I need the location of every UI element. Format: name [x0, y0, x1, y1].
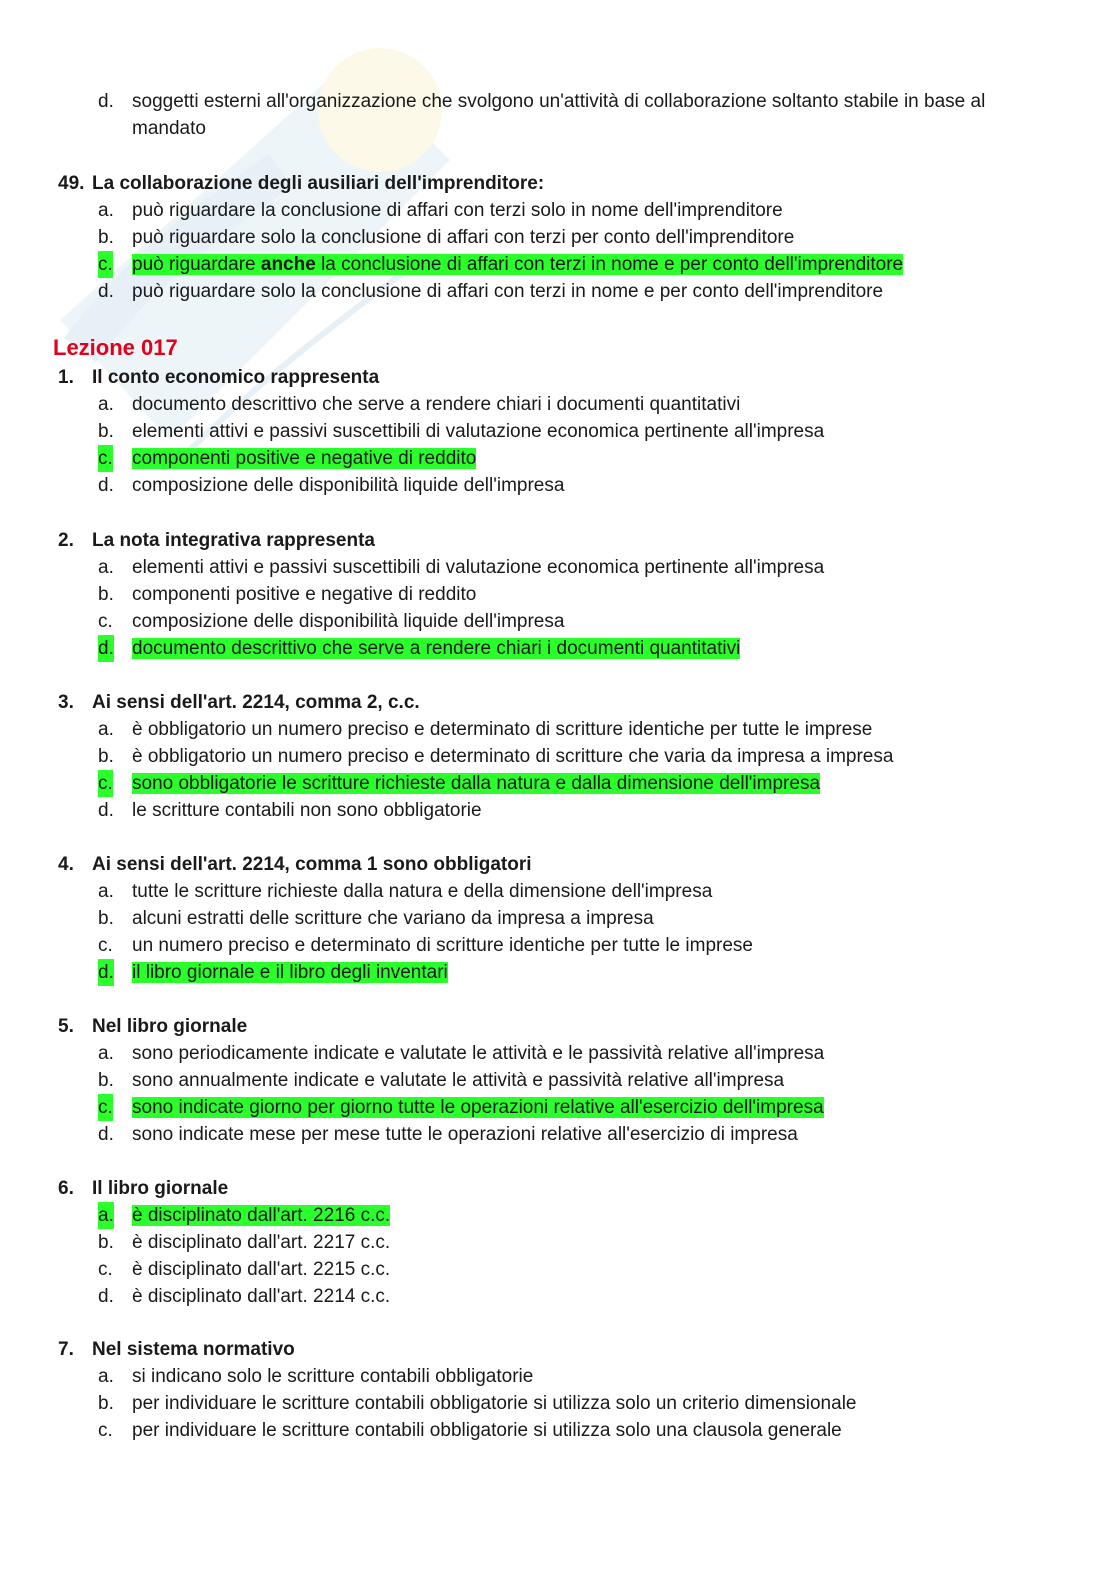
- option-text: [132, 932, 753, 959]
- question-49-title: [58, 170, 544, 197]
- option-text: [132, 1283, 390, 1310]
- option-text: può riguardare la conclusione di affari con terzi solo in nome dell'imprenditore: [132, 200, 783, 221]
- question-text: Ai sensi dell'art. 2214, comma 1 sono obbligatori: [92, 854, 532, 875]
- option-text-value: si indicano solo le scritture contabili obbligatorie: [132, 1366, 534, 1387]
- option-letter: a.: [98, 881, 114, 902]
- question-text: La collaborazione degli ausiliari dell'imprenditore:: [92, 173, 545, 194]
- option-text: [132, 472, 564, 499]
- option-text: [132, 1121, 798, 1148]
- question-text: Nel sistema normativo: [92, 1339, 295, 1360]
- option-letter: a.: [98, 1366, 114, 1387]
- option-text-value: per individuare le scritture contabili obbligatorie si utilizza solo un criterio dimensionale: [132, 1393, 857, 1414]
- option-letter: b.: [98, 1070, 114, 1091]
- option-text-value: sono obbligatorie le scritture richieste dalla natura e dalla dimensione dell'impresa: [132, 773, 821, 794]
- option-text: [132, 1390, 856, 1417]
- option-text-value: elementi attivi e passivi suscettibili di valutazione economica pertinente all'impresa: [132, 421, 825, 442]
- option-text: [132, 905, 654, 932]
- question-text: La nota integrativa rappresenta: [92, 530, 375, 551]
- option-letter: b.: [98, 1232, 114, 1253]
- option-text: soggetti esterni all'organizzazione che svolgono un'attività di collaborazione soltanto stabile in base al mandato: [132, 91, 986, 139]
- question-7-title: [58, 1336, 295, 1363]
- option-letter: a.: [98, 200, 114, 221]
- option-text-value: sono indicate mese per mese tutte le operazioni relative all'esercizio di impresa: [132, 1124, 798, 1145]
- option-letter: c.: [98, 445, 113, 472]
- option-text-value: per individuare le scritture contabili obbligatorie si utilizza solo una clausola generale: [132, 1420, 842, 1441]
- option-letter: b.: [98, 421, 114, 442]
- option-text-after: la conclusione di affari con terzi in nome e per conto dell'imprenditore: [315, 254, 904, 275]
- option-letter: d.: [98, 800, 114, 821]
- option-text: [132, 716, 872, 743]
- option-text-value: sono annualmente indicate e valutate le attività e passività relative all'impresa: [132, 1070, 785, 1091]
- option-text: [132, 1417, 842, 1444]
- option-letter: a.: [98, 1043, 114, 1064]
- option-text: [132, 959, 448, 986]
- option-letter: a.: [98, 394, 114, 415]
- option-text: [132, 1094, 824, 1121]
- option-text-value: un numero preciso e determinato di scritture identiche per tutte le imprese: [132, 935, 753, 956]
- option-letter: c.: [98, 1420, 113, 1441]
- option-letter: b.: [98, 1393, 114, 1414]
- option-text: [132, 1040, 824, 1067]
- option-text: [132, 445, 476, 472]
- option-letter: c.: [98, 251, 113, 278]
- option-text: [132, 1229, 390, 1256]
- option-letter: a.: [98, 557, 114, 578]
- option-letter: d.: [98, 475, 114, 496]
- option-letter: d.: [98, 635, 114, 662]
- option-letter: d.: [98, 281, 114, 302]
- option-text: può riguardare solo la conclusione di affari con terzi in nome e per conto dell'imprenditore: [132, 281, 884, 302]
- question-6-title: [58, 1175, 228, 1202]
- option-text-value: è disciplinato dall'art. 2214 c.c.: [132, 1286, 391, 1307]
- question-text: Ai sensi dell'art. 2214, comma 2, c.c.: [92, 692, 420, 713]
- option-text: [132, 635, 740, 662]
- option-letter: d.: [98, 959, 114, 986]
- option-text-value: sono periodicamente indicate e valutate le attività e le passività relative all'impresa: [132, 1043, 825, 1064]
- option-text: [132, 554, 824, 581]
- option-text: può riguardare solo la conclusione di affari con terzi per conto dell'imprenditore: [132, 227, 795, 248]
- question-5-title: [58, 1013, 247, 1040]
- option-text-value: componenti positive e negative di reddito: [132, 584, 477, 605]
- option-letter: c.: [98, 935, 113, 956]
- question-text: Il libro giornale: [92, 1178, 229, 1199]
- option-text: [132, 1202, 390, 1229]
- option-letter: b.: [98, 227, 114, 248]
- option-text: [132, 770, 820, 797]
- option-text: [132, 797, 482, 824]
- option-text: [132, 1256, 390, 1283]
- option-text: [132, 608, 564, 635]
- option-letter: c.: [98, 1259, 113, 1280]
- option-text-value: documento descrittivo che serve a rendere chiari i documenti quantitativi: [132, 394, 741, 415]
- option-text-value: il libro giornale e il libro degli inventari: [132, 962, 448, 983]
- option-letter: c.: [98, 1094, 113, 1121]
- option-letter: a.: [98, 1202, 114, 1229]
- option-letter: d.: [98, 1124, 114, 1145]
- option-text-value: composizione delle disponibilità liquide dell'impresa: [132, 475, 565, 496]
- option-text-value: è disciplinato dall'art. 2217 c.c.: [132, 1232, 391, 1253]
- option-text-value: tutte le scritture richieste dalla natura e della dimensione dell'impresa: [132, 881, 713, 902]
- option-text-value: alcuni estratti delle scritture che variano da impresa a impresa: [132, 908, 654, 929]
- question-number: 4.: [58, 854, 74, 875]
- question-number: 7.: [58, 1339, 74, 1360]
- option-letter: a.: [98, 719, 114, 740]
- option-text-value: elementi attivi e passivi suscettibili di valutazione economica pertinente all'impresa: [132, 557, 825, 578]
- option-letter: d.: [98, 1286, 114, 1307]
- question-1-title: [58, 364, 379, 391]
- question-number: 1.: [58, 367, 74, 388]
- option-text: [132, 581, 476, 608]
- option-text-value: composizione delle disponibilità liquide dell'impresa: [132, 611, 565, 632]
- option-text-value: le scritture contabili non sono obbligatorie: [132, 800, 482, 821]
- option-letter: b.: [98, 908, 114, 929]
- option-text: [132, 878, 712, 905]
- question-2-title: [58, 527, 375, 554]
- option-text-value: sono indicate giorno per giorno tutte le operazioni relative all'esercizio dell'impresa: [132, 1097, 824, 1118]
- option-text-before: può riguardare: [132, 254, 261, 275]
- question-4-title: [58, 851, 532, 878]
- option-text: [132, 743, 893, 770]
- question-number: 2.: [58, 530, 74, 551]
- option-letter: c.: [98, 611, 113, 632]
- option-text-value: è obbligatorio un numero preciso e determinato di scritture che varia da impresa a impresa: [132, 746, 894, 767]
- question-number: 5.: [58, 1016, 74, 1037]
- option-letter: d.: [98, 91, 114, 112]
- option-letter: b.: [98, 746, 114, 767]
- option-letter: c.: [98, 770, 113, 797]
- option-text: [132, 1363, 533, 1390]
- question-number: 49.: [58, 173, 85, 194]
- question-text: Nel libro giornale: [92, 1016, 248, 1037]
- option-text-value: documento descrittivo che serve a rendere chiari i documenti quantitativi: [132, 638, 741, 659]
- question-3-title: [58, 689, 420, 716]
- option-text: [132, 251, 903, 278]
- option-text-value: componenti positive e negative di reddito: [132, 448, 477, 469]
- option-text-bold: anche: [260, 254, 316, 275]
- question-number: 6.: [58, 1178, 74, 1199]
- option-letter: b.: [98, 584, 114, 605]
- question-text: Il conto economico rappresenta: [92, 367, 380, 388]
- option-text: [132, 418, 824, 445]
- option-text-value: è disciplinato dall'art. 2215 c.c.: [132, 1259, 391, 1280]
- option-text: [132, 391, 740, 418]
- option-text-value: è disciplinato dall'art. 2216 c.c.: [132, 1205, 391, 1226]
- option-text-value: è obbligatorio un numero preciso e determinato di scritture identiche per tutte le imprese: [132, 719, 873, 740]
- lesson-title: Lezione 017: [53, 335, 178, 360]
- option-text: [132, 1067, 784, 1094]
- question-number: 3.: [58, 692, 74, 713]
